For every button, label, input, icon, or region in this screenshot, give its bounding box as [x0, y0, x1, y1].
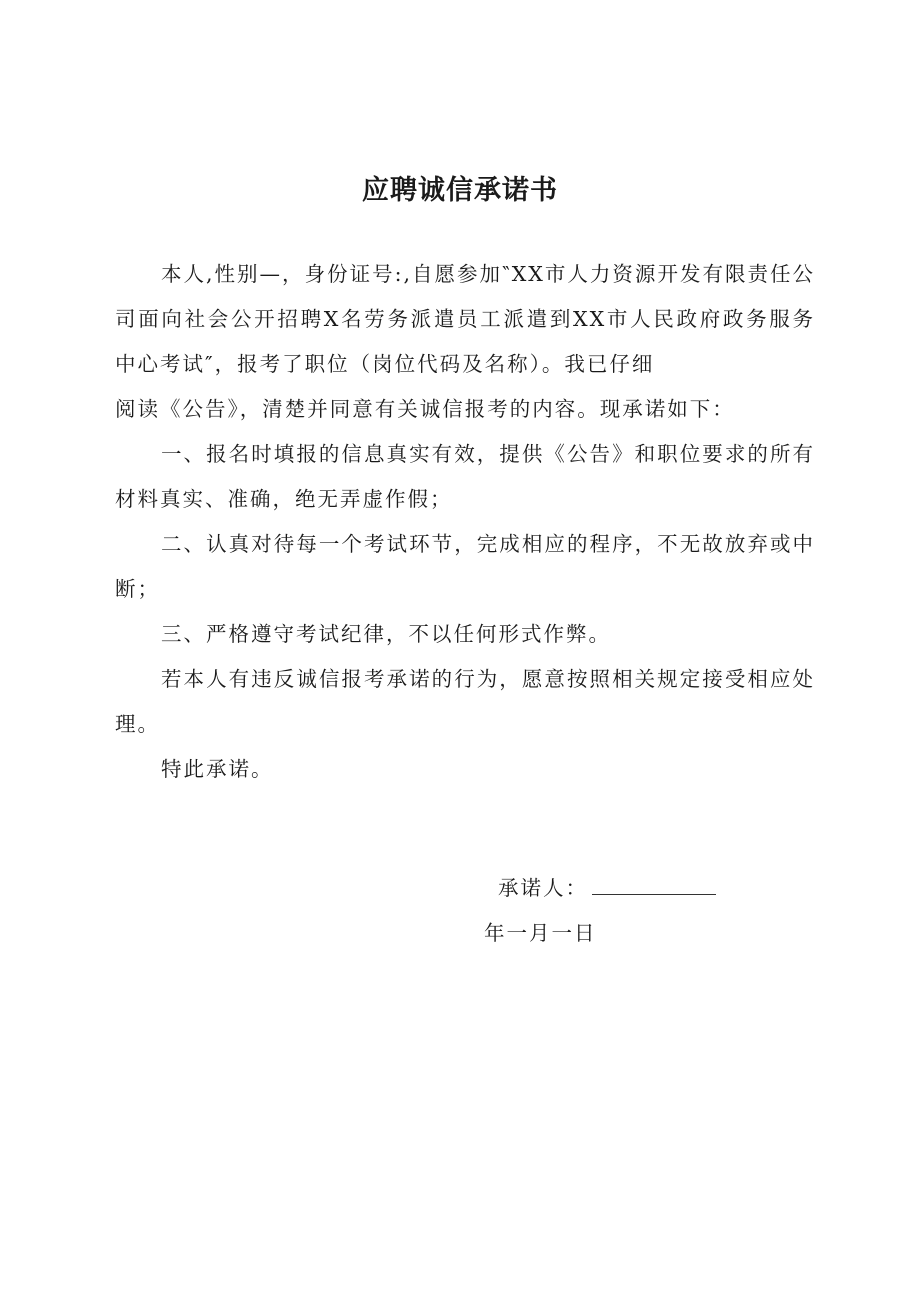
- document-body: [115, 252, 815, 792]
- closing-statement: 特此承诺。: [161, 757, 274, 781]
- signature-line[interactable]: [592, 868, 716, 895]
- signer-label: 承诺人：: [498, 876, 588, 900]
- date-line: 年一月一日: [484, 921, 597, 945]
- document-title: 应聘诚信承诺书: [362, 175, 558, 206]
- commitment-item-3: 三、严格遵守考试纪律，不以任何形式作弊。: [161, 622, 611, 646]
- violation-paragraph: 若本人有违反诚信报考承诺的行为，愿意按照相关规定接受相应处理。: [115, 667, 815, 736]
- intro-paragraph-continued: 阅读《公告》，清楚并同意有关诚信报考的内容。现承诺如下：: [115, 397, 735, 421]
- commitment-item-2: 二、认真对待每一个考试环节，完成相应的程序，不无故放弃或中断；: [115, 532, 815, 601]
- signature-block: [498, 868, 716, 901]
- commitment-item-1: 一、报名时填报的信息真实有效，提供《公告》和职位要求的所有材料真实、准确，绝无弄虚作假；: [115, 442, 815, 511]
- intro-paragraph: 本人,性别—，身份证号:,自愿参加‶XX市人力资源开发有限责任公司面向社会公开招聘X名劳务派遣员工派遣到XX市人民政府政务服务中心考试″，报考了职位（岗位代码及名称）。我已仔细: [115, 262, 815, 376]
